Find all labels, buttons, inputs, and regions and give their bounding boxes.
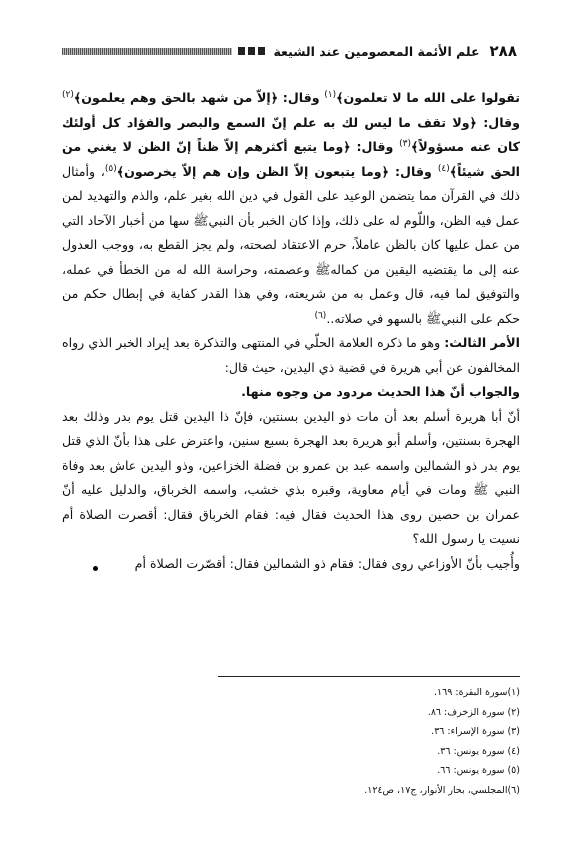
footnote-item: (١)سورة البقرة: ١٦٩. xyxy=(434,687,520,698)
answer-heading: والجواب أنّ هذا الحديث مردود من وجوه منها. xyxy=(241,384,520,399)
paragraph-text: وهو ما ذكره العلامة الحلّي في المنتهى والتذكرة بعد إيراد الخبر الذي رواه المخالفون عن أبي هريرة في قضية ذي اليدين، حيث قال: xyxy=(62,335,520,375)
footnote-item: (٣) سورة الإسراء: ٣٦. xyxy=(431,726,520,737)
paragraph-2 xyxy=(62,331,520,380)
ink-dot-mark xyxy=(93,566,98,571)
footnote-item: (٥) سورة يونس: ٦٦. xyxy=(437,765,520,776)
section-label: الأمر الثالث: xyxy=(444,335,520,350)
header-squares-ornament xyxy=(238,47,265,55)
paragraph-1 xyxy=(62,86,520,331)
footnote-item: (٤) سورة يونس: ٣٦. xyxy=(437,745,520,757)
square-icon xyxy=(248,47,255,55)
paragraph-text: ، وأمثال ذلك في القرآن مما يتضمن الوعيد على القول في دين الله بغير علم، والذم والتهديد لمن عمل فيه الظن، واللّوم له على ذلك، وإذا كان الخبر بأن النبيﷺ سها من أخبار الآحاد التي من عمل عليها كان بالظن عاملاً، حرم الاعتقاد لصحته، ولم يجز القطع به، ووجب العدول عنه إلى ما يقتضيه اليقين من كمالهﷺ وعصمته، وحراسة الله له من الخطأ في عمله، والتوفيق لما فيه، قال وعمل به من شريعته، وفي هذا القدر كفاية في إبطال حكم من حكم على النبيﷺ بالسهو في صلاته.. xyxy=(62,163,520,326)
quran-quote: وقال: ﴿وما يتبعون إلاّ الظن وإن هم إلاّ يخرصون﴾ xyxy=(116,163,438,179)
square-icon xyxy=(258,47,265,55)
footnote-ref: (٥) xyxy=(104,163,117,174)
header-rule-bar xyxy=(62,48,232,55)
running-title: علم الأئمة المعصومين عند الشيعة xyxy=(273,43,480,59)
footnotes xyxy=(220,683,520,800)
page-header xyxy=(62,40,517,62)
main-text xyxy=(62,86,520,576)
footnote-ref: (٦) xyxy=(314,310,327,321)
footnote-ref: (٢) xyxy=(62,89,74,100)
footnote-ref: (٣) xyxy=(399,138,412,149)
quran-quote: وقال: ﴿إلاّ من شهد بالحق وهم يعلمون﴾ xyxy=(73,90,325,105)
footnote-item: (٦)المجلسي، بحار الأنوار، ج١٧، ص١٢٤. xyxy=(364,784,520,796)
paragraph-3 xyxy=(62,380,520,405)
footnote-ref: (١) xyxy=(324,89,337,100)
paragraph-5: وأُجيب بأنّ الأوزاعي روى فقال: فقام ذو الشمالين فقال: أقصّرت الصلاة أم xyxy=(134,555,520,571)
footnote-item: (٢) سورة الزخرف: ٨٦. xyxy=(427,706,520,718)
quran-quote: وقال: ﴿وما يتبع أكثرهم إلاّ ظناً إنّ الظن لا يغني من الحق شيئاً﴾ xyxy=(62,139,521,179)
square-icon xyxy=(238,47,245,55)
footnote-divider xyxy=(218,676,520,677)
footnote-ref: (٤) xyxy=(437,163,450,174)
page-number: ٢٨٨ xyxy=(489,42,517,60)
paragraph-4: أنّ أبا هريرة أسلم بعد أن مات ذو اليدين بسنتين، فإنّ ذا اليدين قتل يوم بدر وذلك بعد الهجرة بسنتين، وأسلم أبو هريرة بعد الهجرة بسبع سنين، واعترض على هذا بأنّ الذي قتل يوم بدر ذو الشمالين واسمه عبد بن عمرو بن فضلة الخزاعين، وذو اليدين عاش بعد وفاة النبي ﷺ ومات في أيام معاوية، وقبره بذي خشب، واسمه الخرباق، والدليل عليه أنّ عمران بن حصين روى هذا الحديث فقال فيه: فقام الخرباق فقال: أقصرت الصلاة أم نسيت يا رسول الله؟ xyxy=(62,408,520,546)
quran-quote: وقال: ﴿ولا تقف ما ليس لك به علم إنّ السمع والبصر والفؤاد كل أولئك كان عنه مسؤولاً﴾ xyxy=(62,114,521,154)
quran-quote: تقولوا على الله ما لا تعلمون﴾ xyxy=(336,90,520,105)
